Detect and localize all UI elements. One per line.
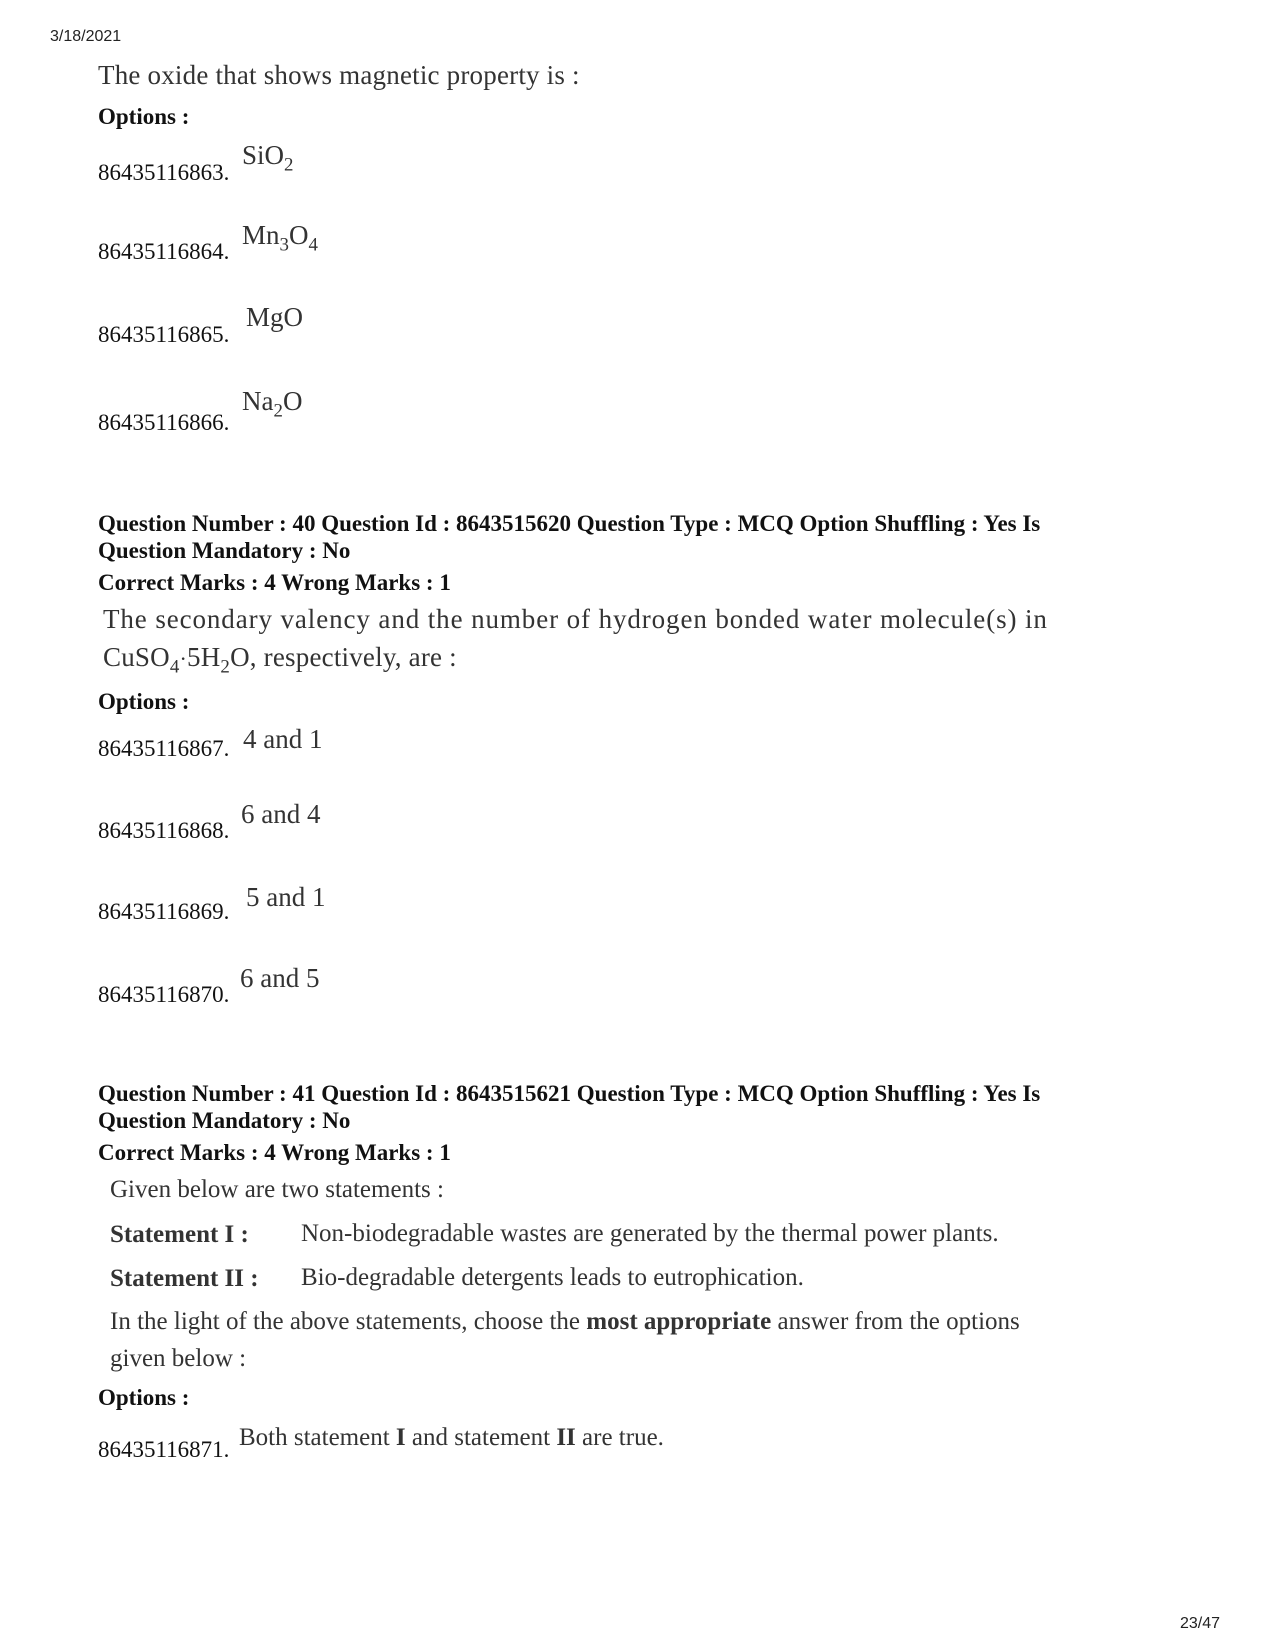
q41-option-1-text: Both statement I and statement II are true.: [239, 1424, 664, 1451]
q40-option-2-text: 6 and 4: [241, 799, 321, 829]
statement-1-label: Statement I :: [110, 1221, 249, 1248]
q41-option-1-id: 86435116871.: [98, 1437, 230, 1462]
q39-option-2-formula: $Mn_3O_4$: [242, 220, 318, 256]
question-40-text-line1: The secondary valency and the number of hydrogen bonded water molecule(s) in: [103, 604, 1048, 634]
question-41-instruction-line2: given below :: [110, 1345, 247, 1372]
q40-meta-line2: Question Mandatory : No: [98, 538, 351, 563]
q41-options-label: Options :: [98, 1385, 190, 1410]
page-number: 23/47: [1180, 1615, 1221, 1632]
q39-option-1-id: 86435116863.: [98, 160, 230, 185]
question-41-intro: Given below are two statements :: [110, 1176, 444, 1203]
q41-marks: Correct Marks : 4 Wrong Marks : 1: [98, 1140, 451, 1165]
q39-option-4-id: 86435116866.: [98, 410, 230, 435]
statement-2-text: Bio-degradable detergents leads to eutrophication.: [301, 1264, 804, 1291]
q40-option-2-id: 86435116868.: [98, 818, 230, 843]
q40-option-4-text: 6 and 5: [240, 963, 320, 993]
q39-option-3-formula: MgO: [246, 302, 304, 332]
statement-2-label: Statement II :: [110, 1265, 259, 1292]
question-39-text: The oxide that shows magnetic property is :: [98, 60, 580, 90]
q41-meta-line1: Question Number : 41 Question Id : 8643515621 Question Type : MCQ Option Shuffling : Yes Is: [98, 1081, 1041, 1106]
question-41-instruction-line1: In the light of the above statements, choose the most appropriate answer from the options: [110, 1308, 1020, 1335]
print-date: 3/18/2021: [50, 28, 122, 45]
q40-meta-line1: Question Number : 40 Question Id : 8643515620 Question Type : MCQ Option Shuffling : Yes Is: [98, 511, 1041, 536]
question-40-text-line2: $CuSO_4\cdot 5H_2O$, respectively, are :: [103, 642, 457, 678]
q40-option-4-id: 86435116870.: [98, 982, 230, 1007]
q40-option-3-id: 86435116869.: [98, 899, 230, 924]
q39-option-1-formula: SiO$_2$: [242, 140, 294, 176]
q39-options-label: Options :: [98, 104, 190, 129]
q39-option-4-formula: $Na_2O$: [242, 386, 303, 422]
q39-option-2-id: 86435116864.: [98, 239, 230, 264]
q41-meta-line2: Question Mandatory : No: [98, 1108, 351, 1133]
statement-1-text: Non-biodegradable wastes are generated by the thermal power plants.: [301, 1220, 999, 1247]
q40-options-label: Options :: [98, 689, 190, 714]
q40-option-1-id: 86435116867.: [98, 736, 230, 761]
q40-option-1-text: 4 and 1: [243, 724, 323, 754]
q39-option-3-id: 86435116865.: [98, 322, 230, 347]
q40-marks: Correct Marks : 4 Wrong Marks : 1: [98, 570, 451, 595]
q40-option-3-text: 5 and 1: [246, 882, 326, 912]
